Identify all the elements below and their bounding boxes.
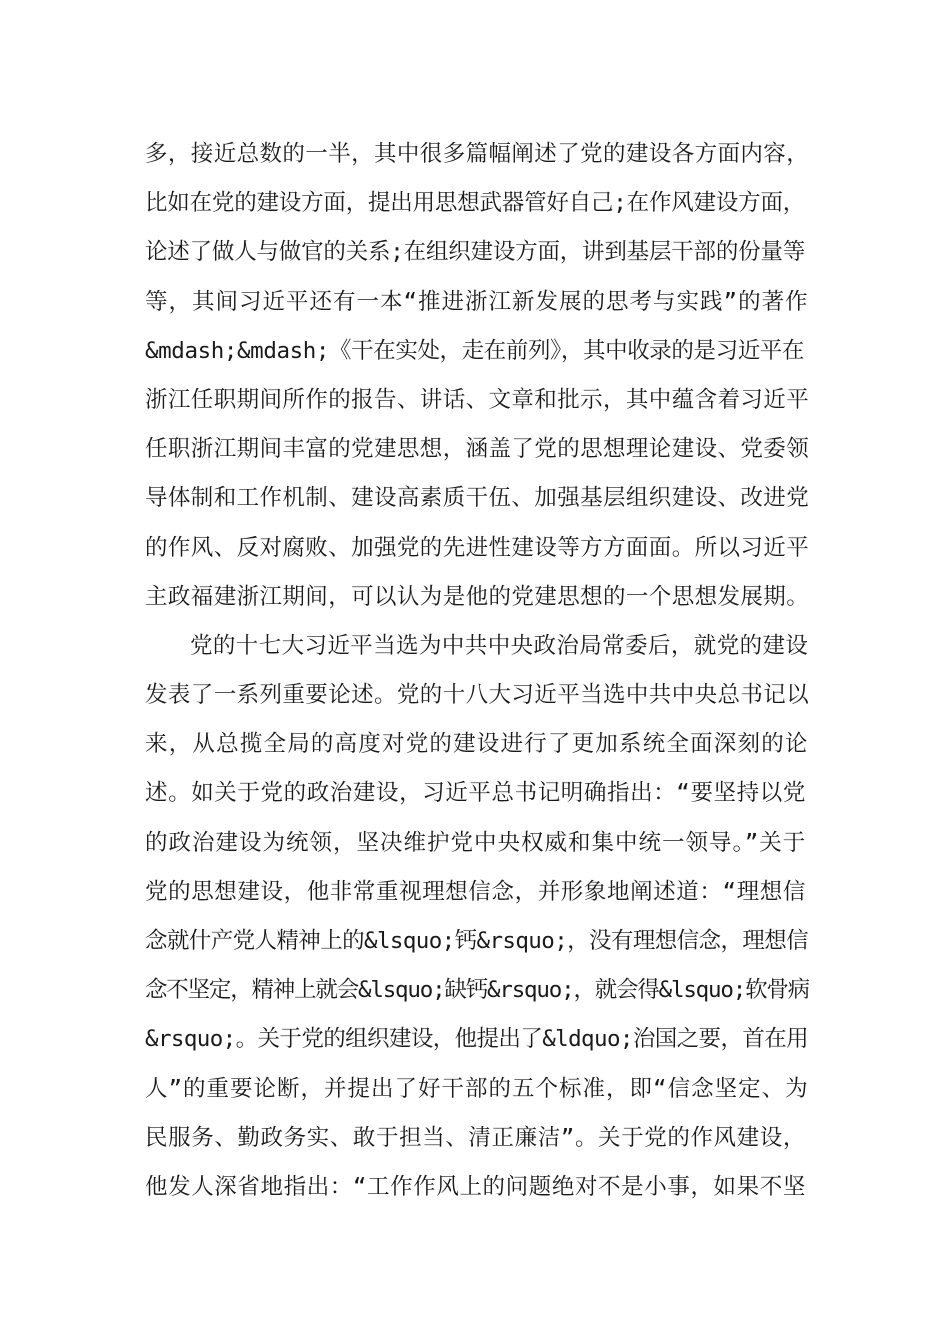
text-line: 多，接近总数的一半，其中很多篇幅阐述了党的建设各方面内容，: [145, 141, 810, 167]
text-line: 述。如关于党的政治建设，习近平总书记明确指出：“要坚持以党: [145, 780, 806, 807]
paragraph-first-line: 党的十七大习近平当选为中共中央政治局常委后，就党的建设: [190, 632, 809, 659]
text-line: 党的思想建设，他非常重视理想信念，并形象地阐述道：“理想信: [145, 878, 806, 905]
text-line: 导体制和工作机制、建设高素质干伍、加强基层组织建设、改进党: [145, 485, 810, 512]
text-line: &mdash;&mdash;《干在实处，走在前列》，其中收录的是习近平在: [145, 337, 804, 364]
text-line: 浙江任职期间所作的报告、讲话、文章和批示，其中蕴含着习近平: [145, 386, 810, 413]
text-line: 念不坚定，精神上就会&lsquo;缺钙&rsquo;，就会得&lsquo;软骨病: [145, 977, 809, 1004]
text-line: 他发人深省地指出：“工作作风上的问题绝对不是小事，如果不坚: [145, 1173, 806, 1200]
text-line: 发表了一系列重要论述。党的十八大习近平当选中共中央总书记以: [145, 682, 810, 709]
text-line: &rsquo;。关于党的组织建设，他提出了&ldquo;治国之要，首在用: [145, 1026, 809, 1053]
text-line: 的作风、反对腐败、加强党的先进性建设等方方面面。所以习近平: [145, 534, 810, 561]
body-text: [145, 130, 810, 1212]
text-line: 民服务、勤政务实、敢于担当、清正廉洁”。关于党的作风建设，: [145, 1124, 806, 1151]
text-line: 论述了做人与做官的关系;在组织建设方面，讲到基层干部的份量等: [145, 239, 806, 266]
text-line: 念就什产党人精神上的&lsquo;钙&rsquo;，没有理想信念，理想信: [145, 928, 809, 954]
text-line: 主政福建浙江期间，可以认为是他的党建思想的一个思想发展期。: [145, 583, 810, 610]
text-line: 的政治建设为统领，坚决维护党中央权威和集中统一领导。”关于: [145, 829, 807, 856]
text-line: 人”的重要论断，并提出了好干部的五个标准，即“信念坚定、为: [145, 1075, 809, 1102]
text-line: 等，其间习近平还有一本“推进浙江新发展的思考与实践”的著作: [145, 288, 809, 315]
text-line: 任职浙江期间丰富的党建思想，涵盖了党的思想理论建设、党委领: [145, 436, 810, 463]
text-line: 来，从总揽全局的高度对党的建设进行了更加系统全面深刻的论: [145, 731, 809, 758]
text-line: 比如在党的建设方面，提出用思想武器管好自己;在作风建设方面，: [145, 190, 806, 217]
